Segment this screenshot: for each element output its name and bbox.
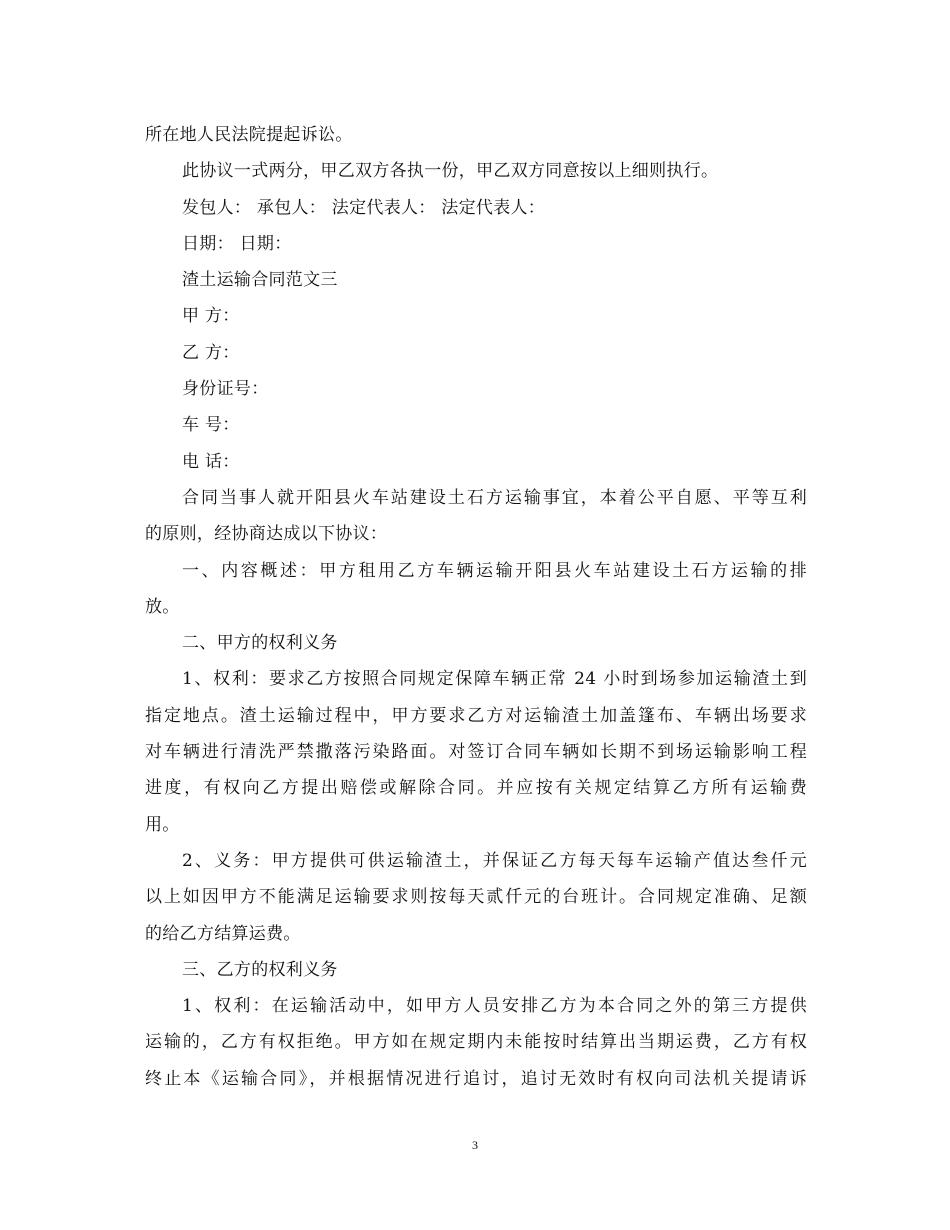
page-number: 3 (472, 1138, 478, 1152)
text-line-21: 2、义务：甲方提供可供运输渣土，并保证乙方每天每车运输产值达叁仟元 (182, 850, 807, 871)
text-line-20: 用。 (145, 814, 180, 835)
text-line-4: 日期： 日期： (182, 233, 292, 254)
document-body (145, 117, 807, 1097)
text-line-22: 以上如因甲方不能满足运输要求则按每天贰仟元的台班计。合同规定准确、足额 (145, 887, 807, 908)
text-line-12: 的原则，经协商达成以下协议： (145, 524, 388, 545)
text-line-27: 终止本《运输合同》，并根据情况进行追讨，追讨无效时有权向司法机关提请诉 (145, 1068, 807, 1089)
field-party-b: 乙 方： (182, 342, 240, 363)
text-line-3: 发包人： 承包人： 法定代表人： 法定代表人： (182, 197, 546, 218)
text-line-16: 1、权利：要求乙方按照合同规定保障车辆正常 24 小时到场参加运输渣土到 (182, 669, 807, 690)
text-line-19: 进度，有权向乙方提出赔偿或解除合同。并应按有关规定结算乙方所有运输费 (145, 778, 807, 799)
clause-heading-2: 二、甲方的权利义务 (182, 633, 338, 654)
field-id-number: 身份证号： (182, 379, 269, 400)
field-vehicle-number: 车 号： (182, 415, 240, 436)
clause-heading-3: 三、乙方的权利义务 (182, 959, 338, 980)
text-line-25: 1、权利：在运输活动中，如甲方人员安排乙方为本合同之外的第三方提供 (182, 996, 807, 1017)
text-line-11: 合同当事人就开阳县火车站建设土石方运输事宜，本着公平自愿、平等互利 (182, 487, 807, 508)
text-line-18: 对车辆进行清洗严禁撒落污染路面。对签订合同车辆如长期不到场运输影响工程 (145, 742, 807, 763)
section-heading: 渣土运输合同范文三 (182, 270, 338, 291)
text-line-17: 指定地点。渣土运输过程中，甲方要求乙方对运输渣土加盖篷布、车辆出场要求 (145, 705, 807, 726)
field-phone: 电 话： (182, 451, 240, 472)
text-line-26: 运输的，乙方有权拒绝。甲方如在规定期内未能按时结算出当期运费，乙方有权 (145, 1032, 807, 1053)
text-line-23: 的给乙方结算运费。 (145, 923, 301, 944)
field-party-a: 甲 方： (182, 306, 240, 327)
text-line-14: 放。 (145, 596, 180, 617)
text-line-1: 所在地人民法院提起诉讼。 (145, 125, 353, 145)
text-line-2: 此协议一式两分，甲乙双方各执一份，甲乙双方同意按以上细则执行。 (182, 161, 719, 182)
text-line-13: 一、内容概述：甲方租用乙方车辆运输开阳县火车站建设土石方运输的排 (182, 560, 807, 581)
